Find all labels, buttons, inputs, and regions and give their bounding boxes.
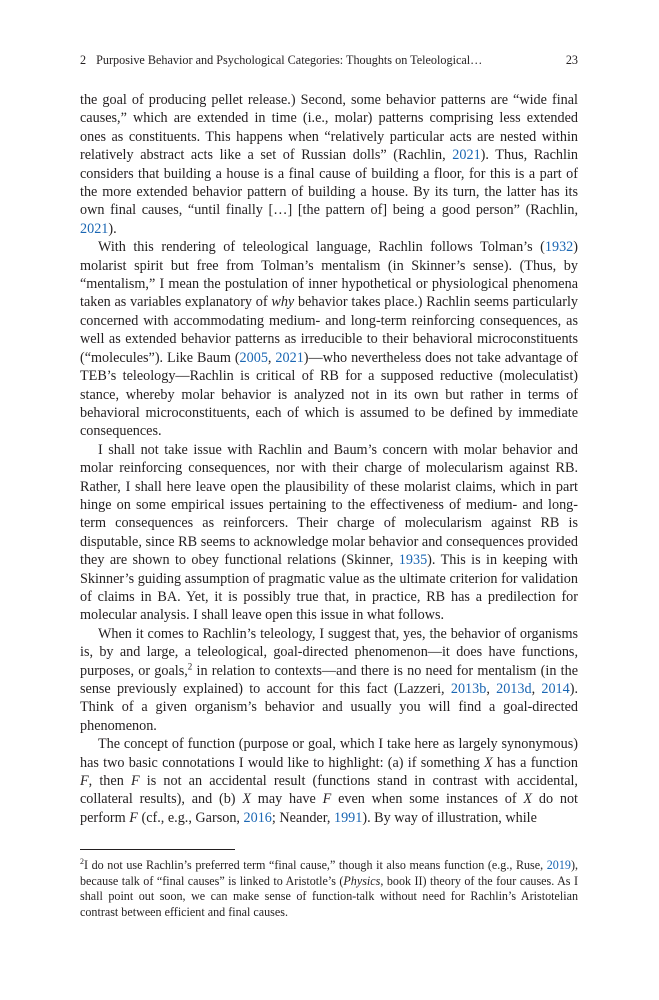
text-run: ) molarist spirit but free from Tolman’s mentalism (in Skinner’s sense). (Thus, by “mentalism,” I mean the postulation of inner hypothetical or physiological phenomena taken as variables explanatory of [80, 239, 578, 311]
footnote-text [80, 858, 578, 920]
text-run: When it comes to Rachlin’s teleology, I suggest that, yes, the behavior of organisms is, by and large, a teleological, goal-directed phenomenon—it does have functions, purposes, or goals, [80, 625, 578, 679]
paragraph [80, 238, 578, 440]
citation-link[interactable]: 2014 [541, 681, 570, 697]
text-run: even when some instances of [331, 791, 524, 808]
citation-link[interactable]: 2021 [80, 220, 109, 237]
text-run: I shall not take issue with Rachlin and Baum’s concern with molar behavior and molar reinforcing consequences, nor with their charge of molecularism against RB. Rather, I shall here leave open the plausibility of these molarist claims, which in part hinge on some empirical issues pertaining to the effectiveness of medium- and long-term consequences as reinforcers. Their charge of molecularism against RB is disputable, since RB seems to acknowledge molar behavior and consequences provided they are shown to obey functional relations (Skinner, [80, 441, 578, 569]
body-text [80, 91, 578, 827]
text-run: , [531, 681, 542, 697]
footnote [80, 858, 578, 920]
text-run: has a function [492, 754, 578, 771]
book-page [80, 52, 578, 921]
text-run: the goal of producing pellet release.) Second, some behavior patterns are “wide final causes,” which are extended in time (i.e., molar) patterns comprising less extended ones as constituents. This happens when “relatively particular acts are nested within relatively abstract acts like a set of Russian dolls” (Rachlin, [80, 92, 578, 164]
citation-link[interactable]: 2021 [275, 349, 304, 366]
paragraph [80, 625, 578, 735]
text-run: The concept of function (purpose or goal, which I take here as largely synonymous) has two basic connotations I would like to highlight: (a) if something [80, 736, 578, 771]
text-run: ). This is in keeping with Skinner’s guiding assumption of pragmatic value as the ultimate criterion for validation of claims in BA. Yet, it is possibly true that, in practice, RB has a predilection for molecular analysis. I shall leave open this issue in what follows. [80, 552, 578, 624]
citation-link[interactable]: 2021 [452, 147, 481, 164]
text-run: is not an accidental result (functions stand in contrast with accidental, collateral results), and (b) [80, 773, 578, 808]
text-run: With this rendering of teleological language, Rachlin follows Tolman’s ( [98, 239, 545, 256]
text-run: may have [251, 791, 323, 808]
footnote-reference[interactable]: 2 [187, 660, 193, 671]
italic-text: X [484, 754, 493, 771]
italic-text: X [523, 791, 533, 808]
text-run: ). By way of illustration, while [362, 809, 537, 826]
italic-text: F [129, 809, 138, 826]
page-number: 23 [565, 53, 578, 67]
text-run: , [267, 349, 276, 366]
running-title-group [80, 52, 482, 68]
paragraph [80, 441, 578, 625]
text-run: )—who nevertheless does not take advantage of TEB’s teleology—Rachlin is critical of RB for a supposed reductive (moleculatist) stance, whereby molar behavior is analyzed not in its own but rather in terms of behavioral microconstituents, each of which is assumed to be defined by immediate consequences. [80, 349, 578, 440]
paragraph [80, 91, 578, 238]
text-run: I do not use Rachlin’s preferred term “final cause,” though it also means function (e.g., Ruse, [84, 858, 547, 873]
citation-link[interactable]: 1932 [544, 239, 574, 256]
text-run: , [486, 681, 497, 697]
citation-link[interactable]: 1935 [398, 552, 428, 569]
footnote-rule [80, 849, 235, 850]
italic-text: F [80, 773, 89, 790]
text-run: ; Neander, [271, 809, 334, 826]
running-header [80, 52, 578, 68]
text-run: do not perform [80, 791, 578, 826]
chapter-number: 2 [80, 53, 87, 67]
text-run: in relation to contexts—and there is no need for mentalism (in the sense previously explained) to account for this fact (Lazzeri, [80, 662, 578, 697]
citation-link[interactable]: 2019 [546, 858, 571, 873]
citation-link[interactable]: 2016 [243, 809, 272, 826]
italic-text: Physics [343, 873, 381, 888]
text-run: ). Think of a given organism’s behavior and usually you will find a goal-directed phenomenon. [80, 681, 578, 734]
text-run: , then [88, 773, 131, 790]
running-title: Purposive Behavior and Psychological Categories: Thoughts on Teleological… [96, 53, 483, 67]
italic-text: F [130, 773, 140, 790]
citation-link[interactable]: 1991 [333, 809, 363, 826]
footnote-marker: 2 [80, 857, 84, 867]
text-run: ). Thus, Rachlin considers that building a house is a final cause of building a floor, for this is a part of the more extended behavior pattern of building a house. By its turn, the latter has its own final causes, “until finally […] [the pattern of] being a good person” (Rachlin, [80, 147, 578, 219]
italic-text: X [242, 791, 251, 808]
text-run: (cf., e.g., Garson, [137, 809, 244, 826]
italic-text: F [322, 791, 332, 808]
italic-text: why [271, 294, 295, 311]
text-run: ), because talk of “final causes” is linked to Aristotle’s ( [80, 858, 578, 888]
citation-link[interactable]: 2005 [239, 349, 268, 366]
paragraph [80, 735, 578, 827]
text-run: ). [108, 220, 117, 237]
text-run: behavior takes place.) Rachlin seems particularly concerned with accommodating medium- and long-term reinforcing consequences, as well as extended behavior patterns as irreducible to their behavioral microconstituents (“molecules”). Like Baum ( [80, 294, 578, 366]
citation-link[interactable]: 2013b [450, 681, 487, 697]
text-run: , book II) theory of the four causes. As I shall point out soon, we can make sense of function-talk without need for Rachlin’s Aristotelian contrast between efficient and final causes. [80, 873, 578, 920]
citation-link[interactable]: 2013d [496, 681, 532, 697]
